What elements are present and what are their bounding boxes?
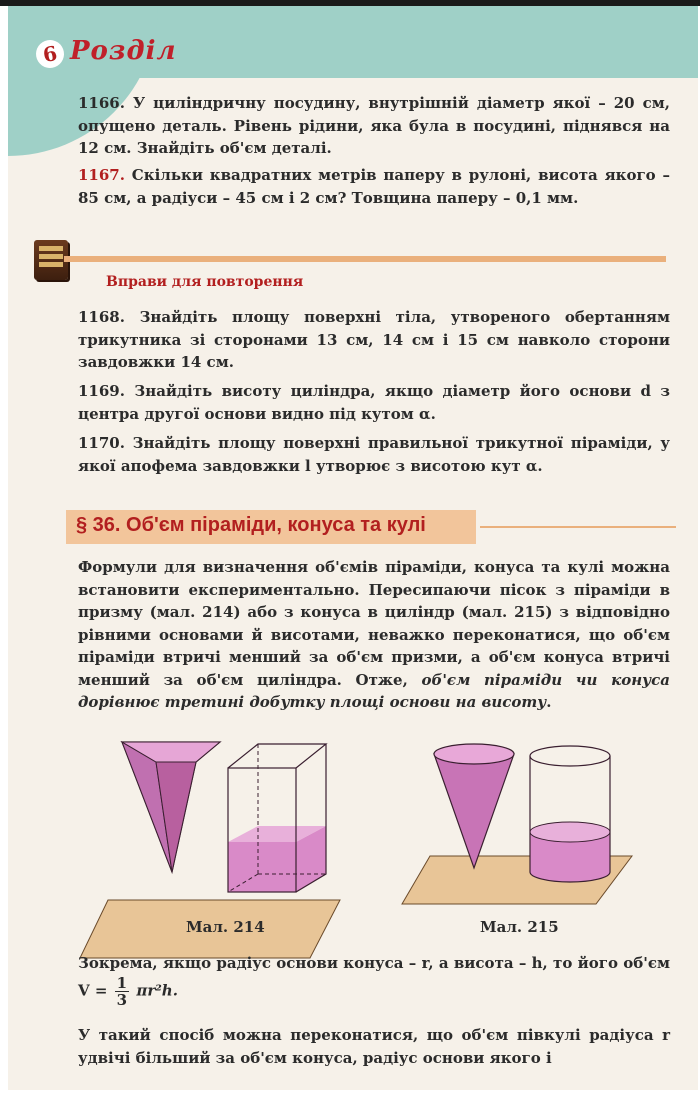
problem-text: Знайдіть площу поверхні правильної трикутної піраміди, у якої апофема завдовжки l утворює з висотою кут α. bbox=[78, 434, 670, 475]
repetition-title: Вправи для повторення bbox=[106, 274, 304, 290]
problem-number: 1169. bbox=[78, 382, 125, 400]
figure-215-cone-cylinder bbox=[402, 744, 632, 904]
section-paragraph-3 bbox=[78, 1024, 670, 1069]
problem-text: Знайдіть площу поверхні тіла, утвореного обертанням трикутника зі сторонами 13 см, 14 см і 15 см навколо сторони завдовжки 14 см. bbox=[78, 308, 671, 371]
fraction-denominator: 3 bbox=[116, 990, 128, 1009]
paragraph-text: Формули для визначення об'ємів піраміди, конуса та кулі можна встановити експериментально. Пересипаючи пісок з піраміди в призму (мал. 214) або з конуса в циліндр (мал. 215) з відповідно рівними основами й висотами, неважко переконатися, що об'єм піраміди втричі менший за об'єм призми, а об'єм конуса втричі менший за об'єм циліндра. Отже, bbox=[78, 558, 670, 689]
paragraph-text: Зокрема, якщо радіус основи конуса – r, а висота – h, то його об'єм V = bbox=[78, 954, 670, 999]
section-paragraph-2 bbox=[78, 952, 670, 1008]
paragraph-emphasis: об'єм піраміди чи конуса дорівнює третині добутку площі основи на висоту bbox=[78, 670, 670, 711]
prism-top bbox=[228, 744, 326, 768]
section-title: § 36. Об'єм піраміди, конуса та кулі bbox=[76, 514, 426, 536]
paragraph-end: . bbox=[546, 693, 552, 711]
problem-number: 1167. bbox=[78, 166, 125, 184]
cylinder-fill-top bbox=[530, 822, 610, 842]
cone-top bbox=[434, 744, 514, 764]
problem-number: 1170. bbox=[78, 434, 125, 452]
problem-text: У циліндричну посудину, внутрішній діаметр якої – 20 см, опущено деталь. Рівень рідини, яка була в посудині, піднявся на 12 см. Знайдіть об'єм деталі. bbox=[78, 94, 670, 157]
figure-215-caption: Мал. 215 bbox=[480, 918, 559, 936]
chapter-number: 6 bbox=[34, 38, 66, 70]
problem-number: 1168. bbox=[78, 308, 125, 326]
problem-text: Скільки квадратних метрів паперу в рулоні, висота якого – 85 см, а радіуси – 45 см і 2 см? Товщина паперу – 0,1 мм. bbox=[78, 166, 670, 207]
figure-214-caption: Мал. 214 bbox=[186, 918, 265, 936]
problem-number: 1166. bbox=[78, 94, 125, 112]
problem-text: Знайдіть висоту циліндра, якщо діаметр його основи d з центра другої основи видно під кутом α. bbox=[78, 382, 670, 423]
paragraph-text: У такий спосіб можна переконатися, що об'єм півкулі радіуса r удвічі більший за об'єм конуса, радіус основи якого і bbox=[78, 1026, 670, 1067]
cylinder-top bbox=[530, 746, 610, 766]
fraction-one-third bbox=[115, 975, 129, 1008]
fraction-numerator: 1 bbox=[116, 973, 128, 992]
chapter-label: Розділ bbox=[70, 36, 177, 66]
cone bbox=[434, 754, 514, 868]
formula-tail: πr²h. bbox=[136, 981, 178, 999]
